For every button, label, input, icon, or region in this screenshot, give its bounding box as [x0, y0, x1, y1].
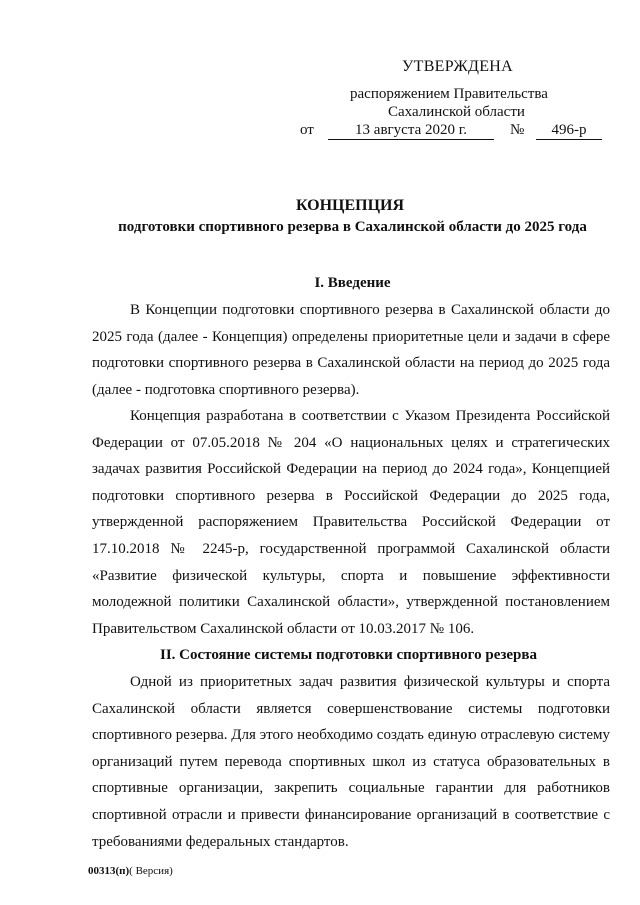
- approval-number: 496-р: [536, 122, 602, 140]
- paragraph: Одной из приоритетных задач развития физической культуры и спорта Сахалинской области является совершенствование системы подготовки спортивного резерва. Для этого необходимо создать единую отраслевую систему организаций путем перевода спортивных школ из статуса образовательных в спортивные организации, закрепить социальные гарантии для работников спортивной отрасли и привести финансирование организаций в соответствие с требованиями федеральных стандартов.: [92, 674, 610, 850]
- document-subtitle: подготовки спортивного резерва в Сахалинской области до 2025 года: [118, 219, 587, 235]
- approval-title: УТВЕРЖДЕНА: [402, 58, 514, 75]
- section-title-reserve-system: II. Состояние системы подготовки спортивного резерва: [159, 647, 537, 663]
- approval-number-label: №: [510, 122, 525, 138]
- approval-line-2: Сахалинской области: [388, 104, 525, 120]
- paragraph: В Концепции подготовки спортивного резерва в Сахалинской области до 2025 года (далее - Концепция) определены приоритетные цели и задачи в сфере подготовки спортивного резерва в Сахалинской области на период до 2025 года (далее - подготовка спортивного резерва).: [92, 302, 610, 398]
- approval-date: 13 августа 2020 г.: [328, 122, 494, 140]
- approval-line-1: распоряжением Правительства: [350, 86, 548, 102]
- approval-from-label: от: [300, 122, 314, 138]
- paragraph: Концепция разработана в соответствии с Указом Президента Российской Федерации от 07.05.2018 № 204 «О национальных целях и стратегических задачах развития Российской Федерации на период до 2024 года», Концепцией подготовки спортивного резерва в Российской Федерации до 2025 года, утвержденной распоряжением Правительства Российской Федерации от 17.10.2018 № 2245-р, государственной программой Сахалинской области «Развитие физической культуры, спорта и повышение эффективности молодежной политики Сахалинской области», утвержденной постановлением Правительством Сахалинской области от 10.03.2017 № 106.: [92, 408, 610, 637]
- document-title: КОНЦЕПЦИЯ: [295, 197, 405, 214]
- section-title-introduction: I. Введение: [314, 275, 391, 291]
- footer-version: ( Версия): [129, 865, 173, 877]
- footer-code: 00313(п): [88, 865, 130, 877]
- document-footer-code: [88, 865, 173, 877]
- approval-date-row: [300, 122, 620, 142]
